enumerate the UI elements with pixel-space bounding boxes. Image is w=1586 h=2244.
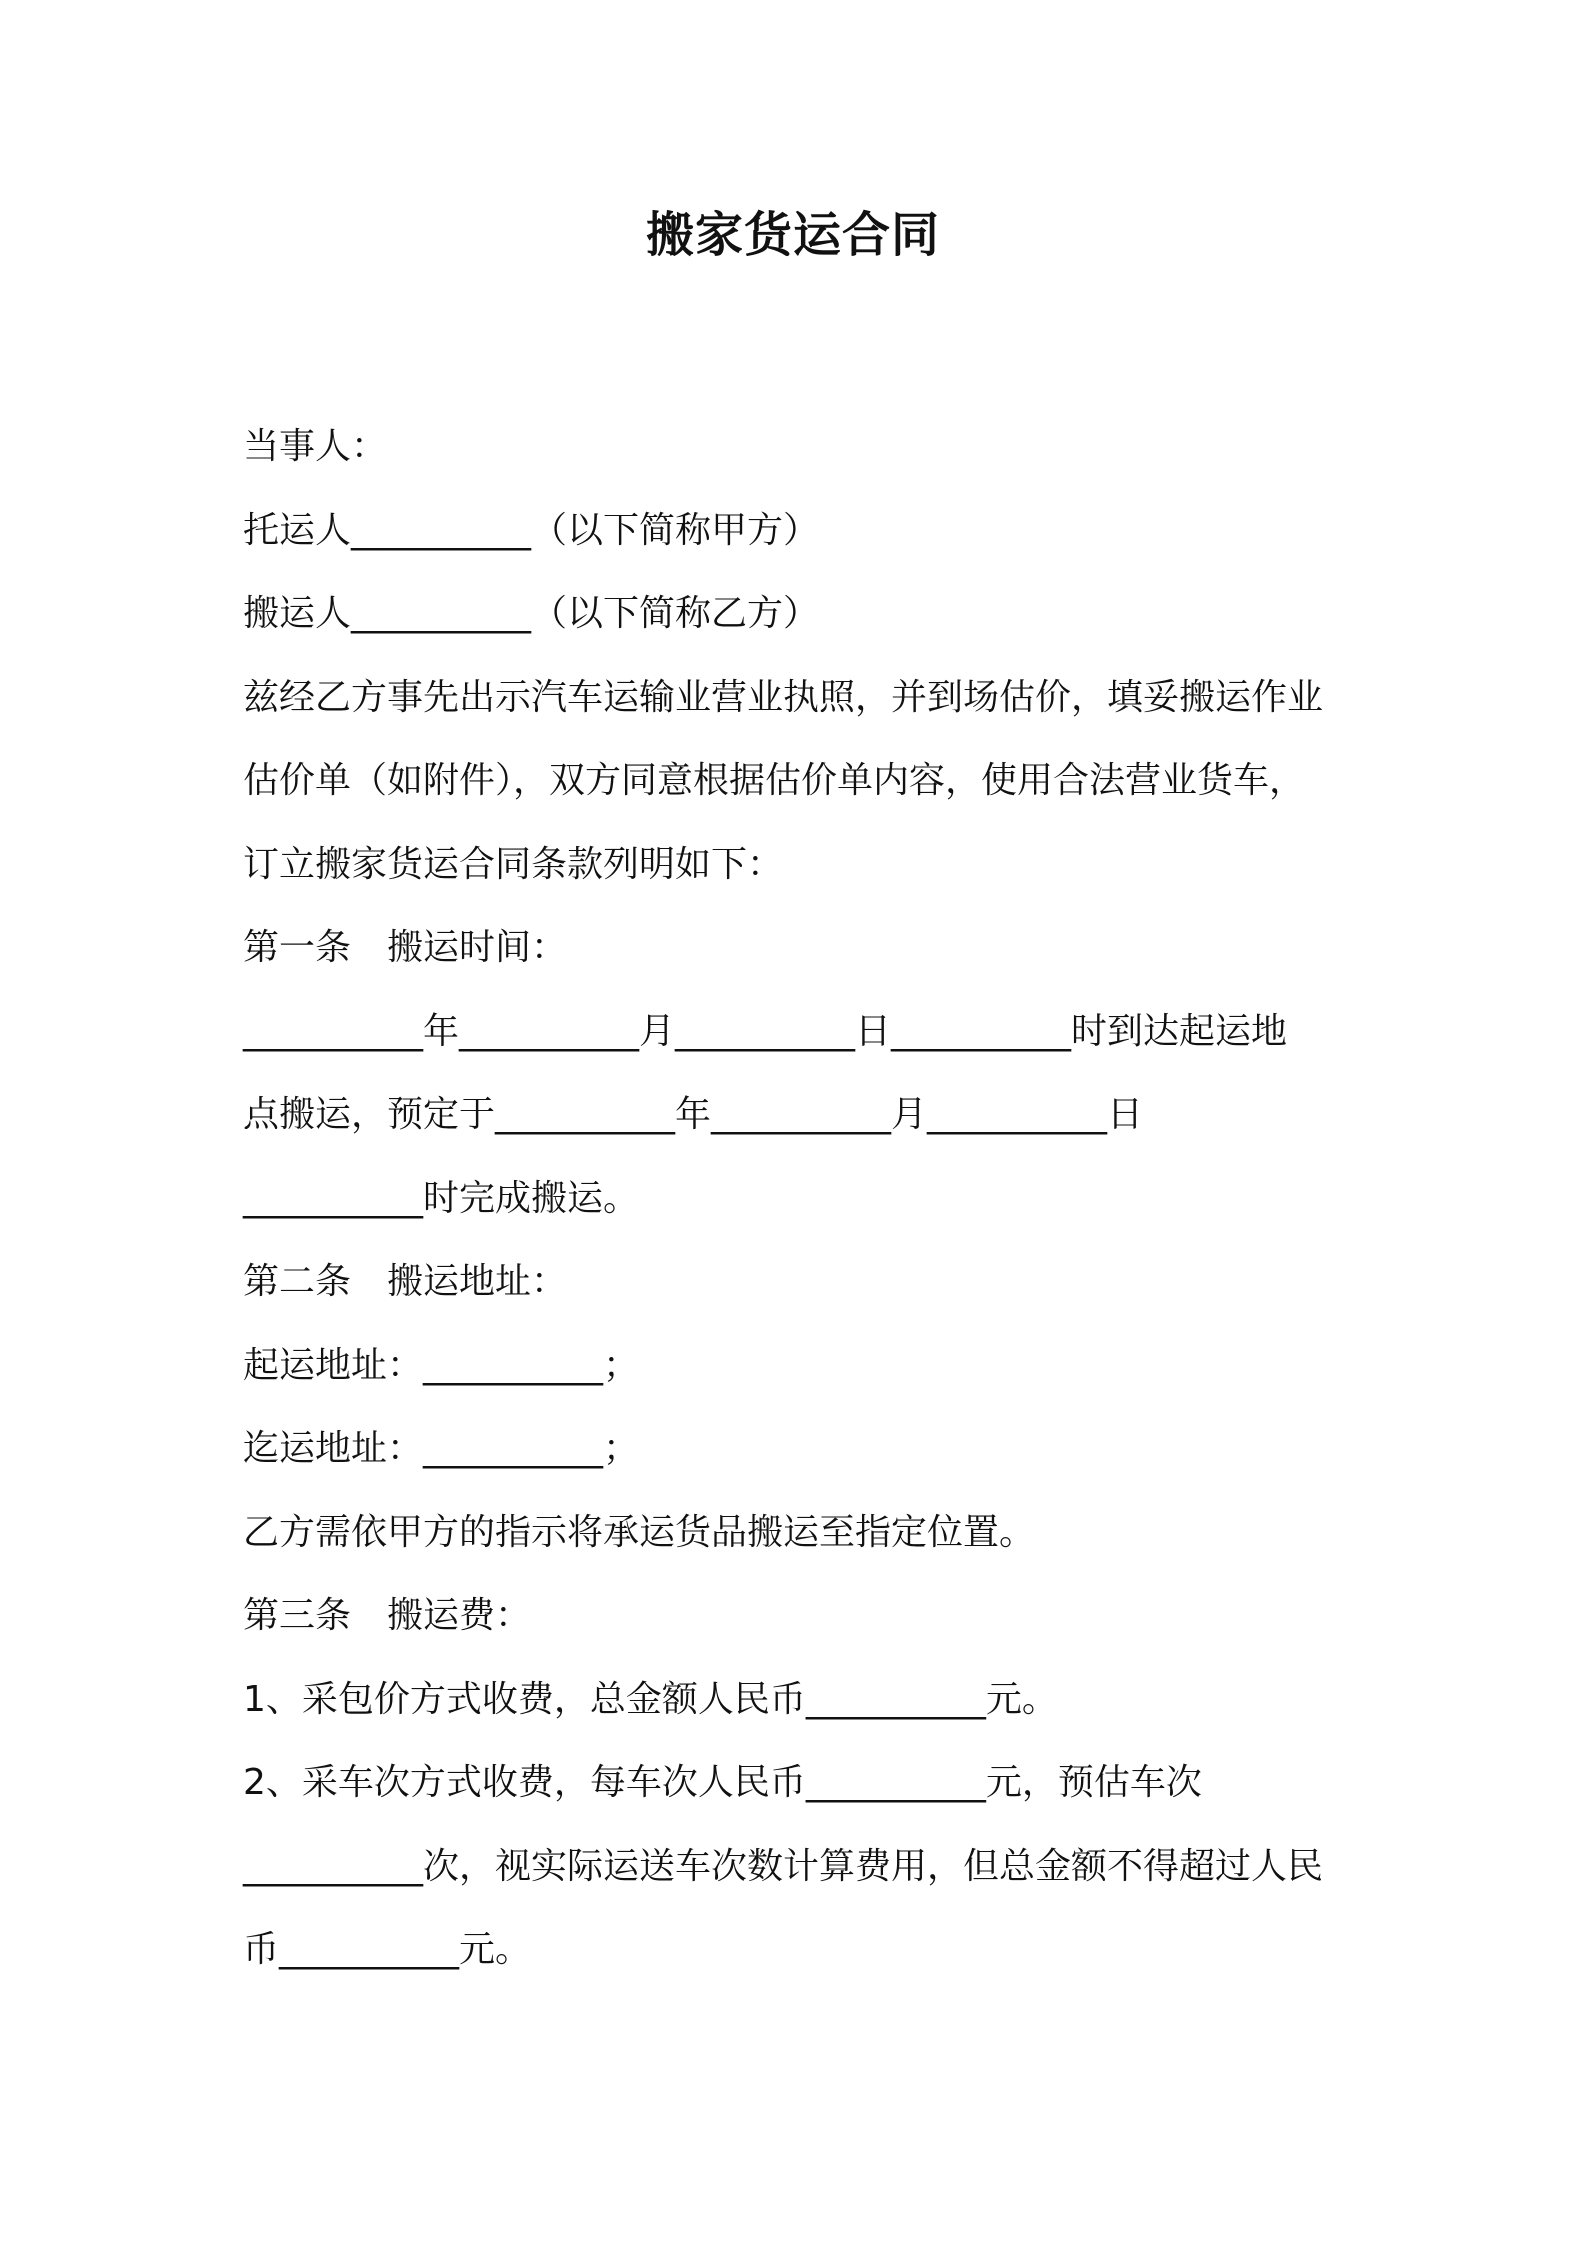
- article-1-line-1: __________年__________月__________日__________时到达起运地: [243, 1010, 1288, 1052]
- preamble-line-1: 兹经乙方事先出示汽车运输业营业执照，并到场估价，填妥搬运作业: [243, 676, 1324, 718]
- document-body: [243, 405, 1368, 1992]
- fee-item-2-line-2: __________次，视实际运送车次数计算费用，但总金额不得超过人民: [243, 1845, 1324, 1887]
- article-3-heading: 第三条 搬运费：: [243, 1595, 532, 1636]
- carrier-line: 搬运人__________（以下简称乙方）: [243, 593, 820, 634]
- article-2-heading: 第二条 搬运地址：: [243, 1261, 568, 1302]
- origin-address-line: 起运地址：__________；: [243, 1344, 640, 1386]
- article-1-heading: 第一条 搬运时间：: [243, 927, 568, 968]
- article-1-line-2: 点搬运，预定于__________年__________月__________日: [243, 1094, 1144, 1135]
- fee-item-2-line-1: 2、采车次方式收费，每车次人民币__________元，预估车次: [243, 1762, 1202, 1803]
- preamble-line-3: 订立搬家货运合同条款列明如下：: [243, 843, 784, 885]
- preamble-line-2: 估价单（如附件），双方同意根据估价单内容，使用合法营业货车，: [243, 760, 1306, 801]
- article-1-line-3: __________时完成搬运。: [243, 1177, 640, 1219]
- destination-address-line: 迄运地址：__________；: [243, 1428, 640, 1469]
- fee-item-2-line-3: 币__________元。: [243, 1929, 532, 1970]
- parties-heading: 当事人：: [243, 426, 388, 467]
- shipper-line: 托运人__________（以下简称甲方）: [243, 509, 820, 551]
- document-title: 搬家货运合同: [645, 207, 940, 263]
- fee-item-1: 1、采包价方式收费，总金额人民币__________元。: [243, 1678, 1058, 1720]
- article-2-note: 乙方需依甲方的指示将承运货品搬运至指定位置。: [243, 1511, 1036, 1553]
